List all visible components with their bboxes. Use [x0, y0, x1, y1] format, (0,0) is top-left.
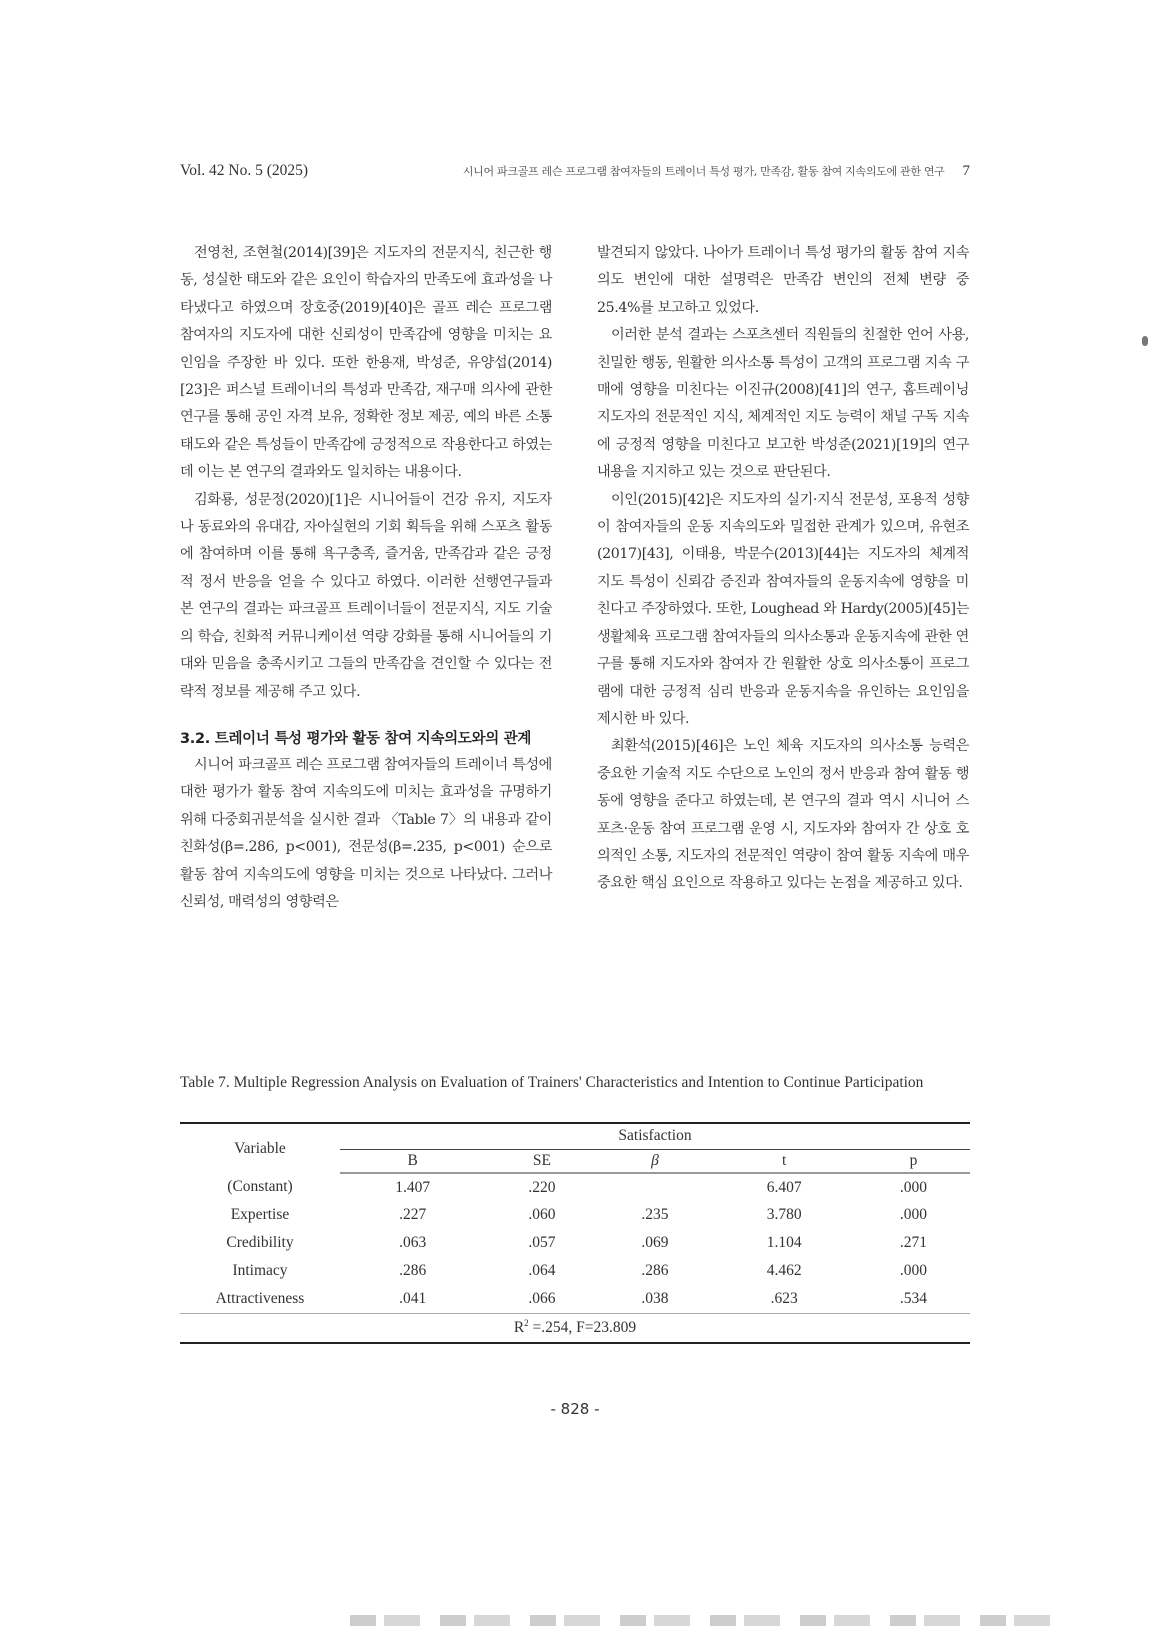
header-page-number: 7: [962, 163, 970, 179]
regression-table: [180, 1122, 970, 1344]
cell-se: .057: [528, 1234, 556, 1251]
r-squared-exponent: 2: [524, 1318, 529, 1329]
cell-p: .000: [899, 1262, 927, 1279]
cell-beta: .286: [641, 1262, 669, 1279]
cell-t: 3.780: [766, 1206, 802, 1223]
section-heading: 3.2. 트레이너 특성 평가와 활동 참여 지속의도와의 관계: [180, 730, 532, 747]
paragraph: 이인(2015)[42]은 지도자의 실기·지식 전문성, 포용적 성향이 참여자들의 운동 지속의도와 밀접한 관계가 있으며, 유현조(2017)[43], 이태용, 박문수(2013)[44]는 지도자의 체계적 지도 특성이 신뢰감 증진과 참여자들의 운동지속에 영향을 미친다고 주장하였다. 또한, Loughead 와 Hardy(2005)[45]는 생활체육 프로그램 참여자들의 의사소통과 운동지속에 관한 연구를 통해 지도자와 참여자 간 원활한 상호 의사소통이 프로그램에 대한 긍정적 심리 반응과 운동지속을 유인하는 요인임을 제시한 바 있다.: [597, 491, 969, 727]
page-number: - 828 -: [550, 1400, 600, 1418]
cell-se: .060: [528, 1206, 556, 1223]
paragraph: 전영천, 조현철(2014)[39]은 지도자의 전문지식, 친근한 행동, 성실한 태도와 같은 요인이 학습자의 만족도에 효과성을 나타냈다고 하였으며 장호중(2019)[40]은 골프 레슨 프로그램 참여자의 지도자에 대한 신뢰성이 만족감에 영향을 미치는 요인임을 주장한 바 있다. 또한 한용재, 박성준, 유양섭(2014)[23]은 퍼스널 트레이너의 특성과 만족감, 재구매 의사에 관한 연구를 통해 공인 자격 보유, 정확한 정보 제공, 예의 바른 소통 태도와 같은 특성들이 만족감에 긍정적으로 작용한다고 하였는데 이는 본 연구의 결과와도 일치하는 내용이다.: [180, 245, 552, 481]
cell-beta: [598, 1173, 711, 1201]
cell-variable: Attractiveness: [180, 1285, 340, 1313]
table-header-row: [180, 1123, 970, 1149]
cell-p: .000: [899, 1206, 927, 1223]
table-row: [180, 1173, 970, 1201]
paragraph: 최환석(2015)[46]은 노인 체육 지도자의 의사소통 능력은 중요한 기술적 지도 수단으로 노인의 정서 반응과 참여 활동 행동에 영향을 준다고 하였는데, 본 연구의 결과 역시 시니어 스포츠·운동 참여 프로그램 운영 시, 지도자와 참여자 간 상호 호의적인 소통, 지도자의 전문적인 역량이 참여 활동 지속에 매우 중요한 핵심 요인으로 작용하고 있다는 논점을 제공하고 있다.: [597, 738, 969, 892]
cell-b: .227: [399, 1206, 427, 1223]
cell-b: .041: [340, 1285, 485, 1313]
cell-p: .271: [899, 1234, 927, 1251]
cell-b: .286: [399, 1262, 427, 1279]
cell-t: .623: [712, 1285, 857, 1313]
model-fit-stats: =.254, F=23.809: [528, 1319, 637, 1337]
cell-t: 4.462: [766, 1262, 802, 1279]
cell-variable: Expertise: [230, 1206, 290, 1223]
column-header-se: SE: [485, 1149, 598, 1173]
column-header-beta: β: [598, 1149, 711, 1173]
cell-beta: .235: [641, 1206, 669, 1223]
variable-header: Variable: [180, 1123, 340, 1173]
r-label: R: [513, 1319, 525, 1337]
left-column: [180, 240, 552, 916]
cell-se: .064: [528, 1262, 556, 1279]
cell-p: .000: [899, 1178, 927, 1196]
cell-variable: Credibility: [226, 1234, 294, 1251]
cell-variable: Intimacy: [232, 1262, 288, 1279]
running-title: 시니어 파크골프 레슨 프로그램 참여자들의 트레이너 특성 평가, 만족감, 활동 참여 지속의도에 관한 연구: [462, 165, 945, 178]
cell-b: .063: [399, 1234, 427, 1251]
paragraph-continuation: 발견되지 않았다. 나아가 트레이너 특성 평가의 활동 참여 지속의도 변인에 대한 설명력은 만족감 변인의 전체 변량 중 25.4%를 보고하고 있었다.: [597, 245, 969, 316]
next-page-bleed: [350, 1615, 1050, 1626]
paragraph: 시니어 파크골프 레슨 프로그램 참여자들의 트레이너 특성에 대한 평가가 활동 참여 지속의도에 미치는 효과성을 규명하기 위해 다중회귀분석을 실시한 결과 〈Table 7〉의 내용과 같이 친화성(β=.286, p<001), 전문성(β=.235, p<001) 순으로 활동 참여 지속의도에 영향을 미치는 것으로 나타났다. 그러나 신뢰성, 매력성의 영향력은: [180, 756, 552, 910]
column-header-b: B: [340, 1149, 485, 1173]
table-row: [180, 1285, 970, 1313]
cell-se: .066: [485, 1285, 598, 1313]
column-header-p: p: [857, 1149, 970, 1173]
table-caption: Table 7. Multiple Regression Analysis on Evaluation of Trainers' Characteristics and Intention to Continue Participation: [180, 1074, 924, 1091]
cell-t: 1.104: [766, 1234, 802, 1251]
right-column: [597, 240, 969, 898]
paragraph: 이러한 분석 결과는 스포츠센터 직원들의 친절한 언어 사용, 친밀한 행동, 원활한 의사소통 특성이 고객의 프로그램 지속 구매에 영향을 미친다는 이진규(2008)[41]의 연구, 홈트레이닝 지도자의 전문적인 지식, 체계적인 지도 능력이 채널 구독 지속에 긍정적 영향을 미친다고 보고한 박성준(2021)[19]의 연구 내용을 지지하고 있는 것으로 판단된다.: [597, 327, 969, 481]
model-summary: [180, 1313, 970, 1343]
paragraph: 김화룡, 성문정(2020)[1]은 시니어들이 건강 유지, 지도자나 동료와의 유대감, 자아실현의 기회 획득을 위해 스포츠 활동에 참여하며 이를 통해 욕구충족, 즐거움, 만족감과 같은 긍정적 정서 반응을 얻을 수 있다고 하였다. 이러한 선행연구들과 본 연구의 결과는 파크골프 트레이너들이 전문지식, 지도 기술의 학습, 친화적 커뮤니케이션 역량 강화를 통해 시니어들의 기대와 믿음을 충족시키고 그들의 만족감을 견인할 수 있다는 전략적 정보를 제공해 주고 있다.: [180, 491, 552, 700]
satisfaction-header: Satisfaction: [340, 1123, 970, 1149]
cell-variable: (Constant): [227, 1178, 293, 1195]
cell-b: 1.407: [395, 1178, 431, 1196]
journal-volume: Vol. 42 No. 5 (2025): [180, 162, 309, 179]
cell-beta: .069: [641, 1234, 669, 1251]
table-summary-row: [180, 1313, 970, 1343]
cell-se: .220: [528, 1178, 556, 1196]
table-row: [180, 1257, 970, 1285]
table-row: [180, 1201, 970, 1229]
cell-p: .534: [857, 1285, 970, 1313]
margin-mark: [1142, 336, 1148, 346]
running-header: [180, 162, 970, 184]
cell-beta: .038: [598, 1285, 711, 1313]
table-row: [180, 1229, 970, 1257]
column-header-t: t: [712, 1149, 857, 1173]
cell-t: 6.407: [766, 1178, 802, 1196]
